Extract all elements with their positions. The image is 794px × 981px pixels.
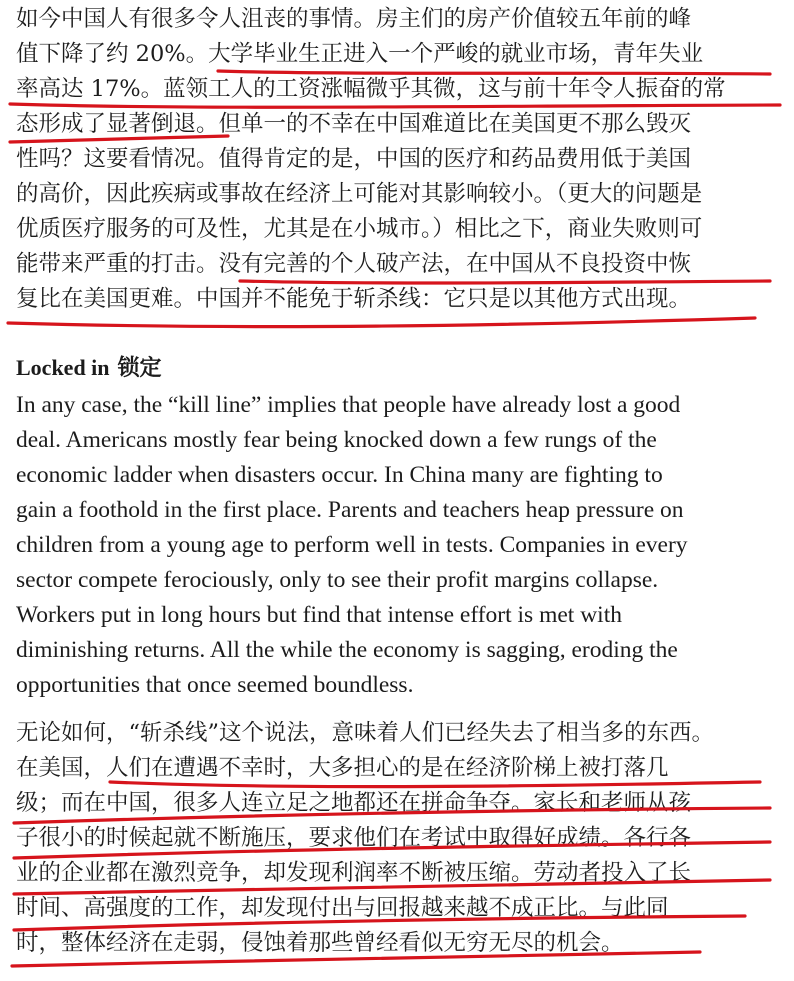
text-line: 业的企业都在激烈竞争，却发现利润率不断被压缩。劳动者投入了长	[16, 860, 692, 886]
english-paragraph	[16, 388, 790, 703]
text-line: diminishing returns. All the while the economy is sagging, eroding the	[16, 637, 678, 663]
text-line: 时间、高强度的工作，却发现付出与回报越来越不成正比。与此同	[16, 895, 669, 921]
text-line: 无论如何，“斩杀线”这个说法，意味着人们已经失去了相当多的东西。	[16, 720, 715, 746]
text-line: 态形成了显著倒退。但单一的不幸在中国难道比在美国更不那么毁灭	[16, 111, 692, 137]
text-line: 值下降了约 20%。大学毕业生正进入一个严峻的就业市场，青年失业	[16, 41, 704, 67]
text-line: sector compete ferociously, only to see their profit margins collapse.	[16, 567, 659, 593]
text-line: opportunities that once seemed boundless.	[16, 672, 414, 698]
text-line: 子很小的时候起就不断施压，要求他们在考试中取得好成绩。各行各	[16, 825, 692, 851]
text-line: 在美国，人们在遭遇不幸时，大多担心的是在经济阶梯上被打落几	[16, 755, 669, 781]
text-line: 性吗？这要看情况。值得肯定的是，中国的医疗和药品费用低于美国	[16, 146, 692, 172]
section-heading	[16, 350, 162, 386]
text-line: deal. Americans mostly fear being knocked down a few rungs of the	[16, 427, 657, 453]
text-line: 优质医疗服务的可及性，尤其是在小城市。）相比之下，商业失败则可	[16, 216, 703, 242]
section-heading-zh: 锁定	[117, 355, 162, 381]
text-line: 时，整体经济在走弱，侵蚀着那些曾经看似无穷无尽的机会。	[16, 930, 624, 956]
text-line: 级；而在中国，很多人连立足之地都还在拼命争夺。家长和老师从孩	[16, 790, 692, 816]
text-line: In any case, the “kill line” implies that people have already lost a good	[16, 392, 681, 418]
text-line: 的高价，因此疾病或事故在经济上可能对其影响较小。（更大的问题是	[16, 181, 703, 207]
chinese-paragraph-2	[16, 716, 790, 961]
text-line: 复比在美国更难。中国并不能免于斩杀线：它只是以其他方式出现。	[16, 286, 692, 312]
text-line: children from a young age to perform well in tests. Companies in every	[16, 532, 688, 558]
hand-underline	[8, 318, 755, 327]
text-line: Workers put in long hours but find that intense effort is met with	[16, 602, 622, 628]
text-line: 如今中国人有很多令人沮丧的事情。房主们的房产价值较五年前的峰	[16, 6, 692, 32]
text-line: economic ladder when disasters occur. In China many are fighting to	[16, 462, 663, 488]
section-heading-en: Locked in	[16, 355, 110, 380]
text-line: 能带来严重的打击。没有完善的个人破产法，在中国从不良投资中恢	[16, 251, 692, 277]
chinese-paragraph-1	[16, 2, 790, 317]
text-line: 率高达 17%。蓝领工人的工资涨幅微乎其微，这与前十年令人振奋的常	[16, 76, 726, 102]
text-line: gain a foothold in the first place. Parents and teachers heap pressure on	[16, 497, 684, 523]
